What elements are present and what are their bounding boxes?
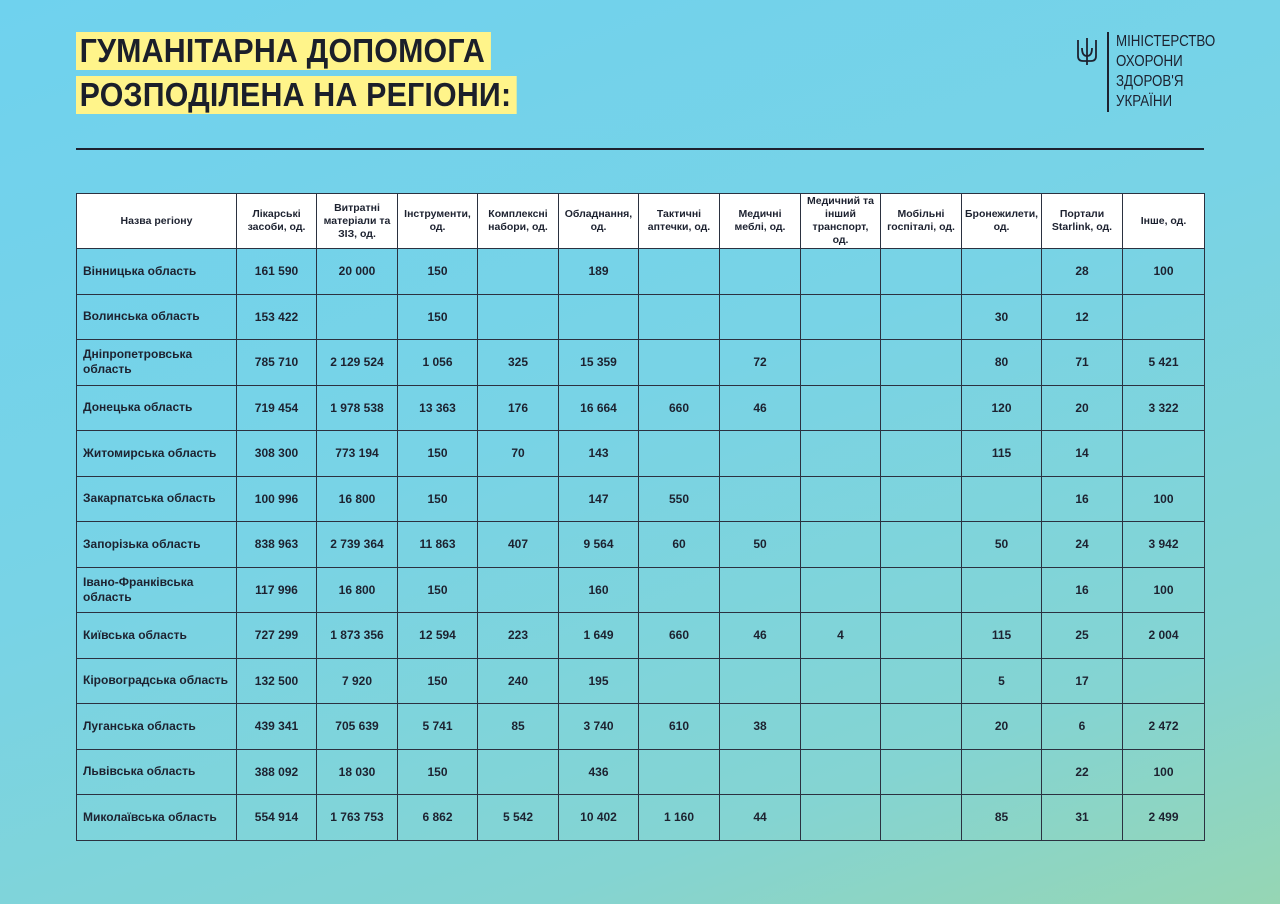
table-cell: 439 341 bbox=[237, 704, 317, 750]
table-row bbox=[77, 567, 1205, 613]
table-cell: 20 000 bbox=[317, 249, 398, 295]
table-cell: 2 739 364 bbox=[317, 522, 398, 568]
table-cell: 2 472 bbox=[1123, 704, 1205, 750]
table-cell: 85 bbox=[478, 704, 559, 750]
title-line-2: РОЗПОДІЛЕНА НА РЕГІОНИ: bbox=[76, 76, 517, 114]
region-name: Київська область bbox=[77, 613, 237, 659]
table-cell: 176 bbox=[478, 385, 559, 431]
table-cell: 719 454 bbox=[237, 385, 317, 431]
column-header: Лікарські засоби, од. bbox=[237, 194, 317, 249]
table-cell: 5 bbox=[962, 658, 1042, 704]
table-cell bbox=[639, 567, 720, 613]
table-cell: 100 bbox=[1123, 249, 1205, 295]
table-cell bbox=[962, 249, 1042, 295]
table-cell: 2 129 524 bbox=[317, 340, 398, 386]
table-cell: 117 996 bbox=[237, 567, 317, 613]
table-cell bbox=[801, 249, 881, 295]
title-line-1: ГУМАНІТАРНА ДОПОМОГА bbox=[76, 32, 490, 70]
table-cell: 6 862 bbox=[398, 795, 478, 841]
page-title bbox=[76, 32, 555, 120]
table-cell: 100 bbox=[1123, 567, 1205, 613]
table-cell: 150 bbox=[398, 476, 478, 522]
table-row bbox=[77, 613, 1205, 659]
table-cell: 150 bbox=[398, 431, 478, 477]
table-cell: 223 bbox=[478, 613, 559, 659]
table-cell: 10 402 bbox=[559, 795, 639, 841]
table-cell bbox=[801, 567, 881, 613]
region-name: Кіровоградська область bbox=[77, 658, 237, 704]
table-cell: 195 bbox=[559, 658, 639, 704]
table-cell: 550 bbox=[639, 476, 720, 522]
table-row bbox=[77, 249, 1205, 295]
table-cell: 70 bbox=[478, 431, 559, 477]
table-cell: 100 996 bbox=[237, 476, 317, 522]
table-row bbox=[77, 476, 1205, 522]
ministry-logo bbox=[1076, 32, 1231, 112]
table-cell: 24 bbox=[1042, 522, 1123, 568]
column-header: Комплексні набори, од. bbox=[478, 194, 559, 249]
table-cell bbox=[801, 704, 881, 750]
column-header: Бронежилети, од. bbox=[962, 194, 1042, 249]
table-cell: 80 bbox=[962, 340, 1042, 386]
table-cell bbox=[720, 431, 801, 477]
table-row bbox=[77, 294, 1205, 340]
table-cell: 132 500 bbox=[237, 658, 317, 704]
table-cell: 150 bbox=[398, 567, 478, 613]
table-cell bbox=[559, 294, 639, 340]
region-name: Закарпатська область bbox=[77, 476, 237, 522]
table-cell bbox=[478, 567, 559, 613]
region-name: Житомирська область bbox=[77, 431, 237, 477]
table-cell: 436 bbox=[559, 749, 639, 795]
trident-icon bbox=[1076, 36, 1098, 66]
table-cell: 30 bbox=[962, 294, 1042, 340]
table-row bbox=[77, 522, 1205, 568]
table-cell: 150 bbox=[398, 658, 478, 704]
table-cell bbox=[801, 385, 881, 431]
column-header: Витратні матеріали та ЗІЗ, од. bbox=[317, 194, 398, 249]
table-cell: 3 322 bbox=[1123, 385, 1205, 431]
table-cell bbox=[639, 340, 720, 386]
region-name: Луганська область bbox=[77, 704, 237, 750]
table-cell: 85 bbox=[962, 795, 1042, 841]
table-cell: 20 bbox=[962, 704, 1042, 750]
table-cell bbox=[801, 340, 881, 386]
table-cell bbox=[801, 294, 881, 340]
table-cell: 388 092 bbox=[237, 749, 317, 795]
column-header: Обладнання, од. bbox=[559, 194, 639, 249]
table-cell: 143 bbox=[559, 431, 639, 477]
table-cell bbox=[881, 385, 962, 431]
table-cell: 5 421 bbox=[1123, 340, 1205, 386]
table-cell: 46 bbox=[720, 385, 801, 431]
table-cell bbox=[1123, 294, 1205, 340]
table-cell bbox=[317, 294, 398, 340]
table-cell: 38 bbox=[720, 704, 801, 750]
table-cell bbox=[962, 749, 1042, 795]
table-cell bbox=[478, 749, 559, 795]
table-cell: 150 bbox=[398, 249, 478, 295]
table-cell bbox=[1123, 658, 1205, 704]
table-cell bbox=[478, 476, 559, 522]
table-cell bbox=[478, 294, 559, 340]
table-cell bbox=[881, 249, 962, 295]
region-name: Дніпропетровська область bbox=[77, 340, 237, 386]
table-row bbox=[77, 795, 1205, 841]
table-cell: 16 800 bbox=[317, 476, 398, 522]
table-cell: 705 639 bbox=[317, 704, 398, 750]
table-cell bbox=[720, 567, 801, 613]
table-cell bbox=[720, 749, 801, 795]
region-name: Івано-Франківська область bbox=[77, 567, 237, 613]
table-cell: 16 800 bbox=[317, 567, 398, 613]
table-cell: 1 873 356 bbox=[317, 613, 398, 659]
table-row bbox=[77, 385, 1205, 431]
table-cell: 1 763 753 bbox=[317, 795, 398, 841]
region-name: Донецька область bbox=[77, 385, 237, 431]
column-header: Інше, од. bbox=[1123, 194, 1205, 249]
table-cell: 25 bbox=[1042, 613, 1123, 659]
column-header: Портали Starlink, од. bbox=[1042, 194, 1123, 249]
region-name: Львівська область bbox=[77, 749, 237, 795]
table-cell: 7 920 bbox=[317, 658, 398, 704]
table-cell bbox=[962, 476, 1042, 522]
table-cell: 189 bbox=[559, 249, 639, 295]
table-cell: 115 bbox=[962, 431, 1042, 477]
table-cell bbox=[881, 431, 962, 477]
table-cell: 50 bbox=[720, 522, 801, 568]
table-cell bbox=[881, 749, 962, 795]
table-cell bbox=[720, 476, 801, 522]
table-cell bbox=[639, 249, 720, 295]
table-cell: 6 bbox=[1042, 704, 1123, 750]
column-header: Медичний та інший транспорт, од. bbox=[801, 194, 881, 249]
table-cell: 16 bbox=[1042, 476, 1123, 522]
table-cell: 71 bbox=[1042, 340, 1123, 386]
table-cell: 161 590 bbox=[237, 249, 317, 295]
table-cell: 12 594 bbox=[398, 613, 478, 659]
table-cell: 18 030 bbox=[317, 749, 398, 795]
table-cell bbox=[639, 294, 720, 340]
table-cell bbox=[1123, 431, 1205, 477]
table-cell: 325 bbox=[478, 340, 559, 386]
table-cell: 727 299 bbox=[237, 613, 317, 659]
table-cell: 308 300 bbox=[237, 431, 317, 477]
table-cell: 147 bbox=[559, 476, 639, 522]
table-cell: 838 963 bbox=[237, 522, 317, 568]
table-cell: 153 422 bbox=[237, 294, 317, 340]
table-cell: 50 bbox=[962, 522, 1042, 568]
column-header: Назва регіону bbox=[77, 194, 237, 249]
table-cell: 3 942 bbox=[1123, 522, 1205, 568]
table-cell bbox=[881, 795, 962, 841]
table-cell: 28 bbox=[1042, 249, 1123, 295]
table-cell: 1 978 538 bbox=[317, 385, 398, 431]
table-cell: 5 741 bbox=[398, 704, 478, 750]
table-cell: 11 863 bbox=[398, 522, 478, 568]
table-cell: 160 bbox=[559, 567, 639, 613]
table-cell bbox=[881, 704, 962, 750]
table-cell bbox=[881, 476, 962, 522]
table-cell: 407 bbox=[478, 522, 559, 568]
table-cell bbox=[720, 249, 801, 295]
table-cell: 13 363 bbox=[398, 385, 478, 431]
table-row bbox=[77, 749, 1205, 795]
table-cell: 785 710 bbox=[237, 340, 317, 386]
table-cell bbox=[801, 795, 881, 841]
column-header: Інструменти, од. bbox=[398, 194, 478, 249]
table-cell bbox=[801, 658, 881, 704]
table-cell bbox=[801, 749, 881, 795]
table-row bbox=[77, 431, 1205, 477]
table-cell bbox=[478, 249, 559, 295]
table-cell: 100 bbox=[1123, 749, 1205, 795]
table-cell: 5 542 bbox=[478, 795, 559, 841]
region-name: Запорізька область bbox=[77, 522, 237, 568]
table-cell bbox=[639, 749, 720, 795]
table-cell: 240 bbox=[478, 658, 559, 704]
column-header: Медичні меблі, од. bbox=[720, 194, 801, 249]
table-cell: 150 bbox=[398, 294, 478, 340]
table-cell: 17 bbox=[1042, 658, 1123, 704]
table-cell bbox=[801, 476, 881, 522]
table-cell: 773 194 bbox=[317, 431, 398, 477]
ministry-name: МІНІСТЕРСТВО ОХОРОНИ ЗДОРОВ'Я УКРАЇНИ bbox=[1116, 33, 1216, 110]
table-cell: 2 499 bbox=[1123, 795, 1205, 841]
table-cell: 2 004 bbox=[1123, 613, 1205, 659]
table-cell bbox=[881, 567, 962, 613]
table-cell: 14 bbox=[1042, 431, 1123, 477]
table-cell: 31 bbox=[1042, 795, 1123, 841]
table-cell: 16 bbox=[1042, 567, 1123, 613]
table-cell: 16 664 bbox=[559, 385, 639, 431]
table-cell: 9 564 bbox=[559, 522, 639, 568]
column-header: Тактичні аптечки, од. bbox=[639, 194, 720, 249]
table-cell: 20 bbox=[1042, 385, 1123, 431]
table-cell bbox=[801, 431, 881, 477]
table-cell: 100 bbox=[1123, 476, 1205, 522]
table-cell: 15 359 bbox=[559, 340, 639, 386]
table-cell: 4 bbox=[801, 613, 881, 659]
table-cell bbox=[881, 294, 962, 340]
table-cell: 3 740 bbox=[559, 704, 639, 750]
table-cell: 1 649 bbox=[559, 613, 639, 659]
region-name: Волинська область bbox=[77, 294, 237, 340]
table-cell: 60 bbox=[639, 522, 720, 568]
table-cell: 610 bbox=[639, 704, 720, 750]
table-cell bbox=[720, 658, 801, 704]
table-cell: 660 bbox=[639, 613, 720, 659]
table-cell: 72 bbox=[720, 340, 801, 386]
table-cell: 44 bbox=[720, 795, 801, 841]
aid-distribution-table bbox=[76, 193, 1205, 841]
table-header-row bbox=[77, 194, 1205, 249]
table-cell bbox=[881, 613, 962, 659]
table-cell: 115 bbox=[962, 613, 1042, 659]
column-header: Мобільні госпіталі, од. bbox=[881, 194, 962, 249]
table-cell bbox=[639, 658, 720, 704]
table-cell: 150 bbox=[398, 749, 478, 795]
table-cell: 120 bbox=[962, 385, 1042, 431]
table-cell bbox=[881, 522, 962, 568]
table-cell: 660 bbox=[639, 385, 720, 431]
table-cell bbox=[962, 567, 1042, 613]
table-cell: 1 056 bbox=[398, 340, 478, 386]
table-row bbox=[77, 340, 1205, 386]
table-cell bbox=[881, 340, 962, 386]
header-divider bbox=[76, 148, 1204, 150]
table-cell bbox=[639, 431, 720, 477]
table-cell bbox=[801, 522, 881, 568]
table-row bbox=[77, 704, 1205, 750]
table-cell bbox=[881, 658, 962, 704]
table-cell bbox=[720, 294, 801, 340]
table-row bbox=[77, 658, 1205, 704]
table-cell: 1 160 bbox=[639, 795, 720, 841]
table-cell: 12 bbox=[1042, 294, 1123, 340]
region-name: Миколаївська область bbox=[77, 795, 237, 841]
logo-divider bbox=[1107, 32, 1109, 112]
region-name: Вінницька область bbox=[77, 249, 237, 295]
table-cell: 46 bbox=[720, 613, 801, 659]
table-cell: 554 914 bbox=[237, 795, 317, 841]
table-cell: 22 bbox=[1042, 749, 1123, 795]
